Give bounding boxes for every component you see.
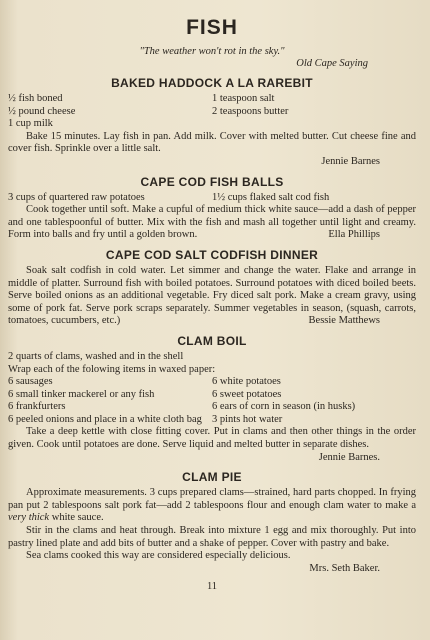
recipe-author: Jennie Barnes. — [318, 451, 380, 463]
recipe-directions: Approximate measurements. 3 cups prepared clams—strained, hard parts chopped. In frying pan put 2 tablespoons salt pork fat—add 2 tablespoons flour and enough clam water to make a very thick white sauce. — [8, 487, 416, 524]
recipe-note: Sea clams cooked this way are considered especially delicious. — [26, 550, 291, 562]
ingredient: 1 teaspoon salt — [212, 93, 275, 104]
recipe-clam-boil — [8, 334, 416, 464]
page-title: FISH — [186, 16, 238, 39]
ingredient: 6 frankfurters — [8, 401, 66, 413]
ingredient-list — [8, 192, 416, 205]
recipe-directions: Stir in the clams and heat through. Break into mixture 1 egg and mix thoroughly. Put into pastry lined plate and add bits of butter and a shake of pepper. Cover with pastry and bake. — [8, 525, 416, 549]
recipe-directions: Bake 15 minutes. Lay fish in pan. Add milk. Cover with melted butter. Cut cheese fine and cover fish. Sprinkle over a little salt. — [8, 130, 416, 155]
ingredient: 1 cup milk — [8, 118, 53, 130]
epigraph — [8, 46, 416, 70]
recipe-baked-haddock — [8, 76, 416, 169]
recipe-author: Ella Phillips — [328, 229, 380, 241]
ingredient: 6 small tinker mackerel or any fish — [8, 388, 155, 400]
ingredient-column-right — [212, 93, 416, 131]
ingredient: 6 ears of corn in season (in husks) — [212, 401, 356, 413]
wrap-instruction: Wrap each of the folowing items in waxed paper: — [8, 363, 216, 375]
ingredient: ½ pound cheese — [8, 105, 76, 117]
recipe-author: Bessie Matthews — [308, 315, 380, 327]
ingredient-list — [8, 376, 416, 426]
ingredient: 6 peeled onions and place in a white cloth bag — [8, 413, 202, 425]
recipe-author: Mrs. Seth Baker. — [309, 562, 380, 574]
ingredient: 6 white potatoes — [212, 376, 281, 388]
recipe-directions: Take a deep kettle with close fitting cover. Put in clams and then other things in the order given. Cook until potatoes are done. Serve liquid and melted butter in separate dishes. — [8, 426, 416, 451]
recipe-fish-balls — [8, 175, 416, 242]
ingredient: 3 pints hot water — [212, 413, 283, 425]
ingredient: 6 sausages — [8, 376, 53, 388]
recipe-author: Jennie Barnes — [321, 155, 380, 167]
ingredient-column-left — [8, 93, 212, 131]
epigraph-quote: "The weather won't rot in the sky." — [139, 46, 285, 57]
ingredient: ½ fish boned — [8, 93, 63, 104]
recipe-directions: Soak salt codfish in cold water. Let simmer and change the water. Flake and arrange in middle of platter. Surround fish with boiled potatoes. Surround potatoes with diced boiled beets. Serve boiled onions as an additional vegetable. Fry diced salt pork. Make a cream gravy, using some of pork fat. Serve pork scraps separately. Summer vegetables in season, (squash, carrots, tomatoes, cucumbers, etc.) Bessie Matthews — [8, 264, 416, 327]
ingredient-list — [8, 93, 416, 131]
recipe-clam-pie — [8, 470, 416, 575]
ingredient: 1½ cups flaked salt cod fish — [212, 191, 330, 203]
ingredient-column-left — [8, 376, 212, 426]
ingredient-column-right — [212, 376, 416, 426]
recipe-title: CLAM BOIL — [177, 333, 247, 348]
recipe-intro: 2 quarts of clams, washed and in the shell — [8, 350, 184, 362]
recipe-title: CAPE COD FISH BALLS — [140, 174, 284, 189]
page-number: 11 — [206, 581, 218, 593]
ingredient: 2 teaspoons butter — [212, 105, 289, 117]
epigraph-source: Old Cape Saying — [296, 58, 368, 69]
recipe-title: CAPE COD SALT CODFISH DINNER — [105, 247, 319, 262]
recipe-title: CLAM PIE — [182, 470, 242, 485]
ingredient: 3 cups of quartered raw potatoes — [8, 191, 145, 203]
recipe-title: BAKED HADDOCK A LA RAREBIT — [111, 76, 313, 90]
ingredient: 6 sweet potatoes — [212, 388, 282, 400]
recipe-directions: Cook together until soft. Make a cupful of medium thick white sauce—add a dash of pepper and one tablespoonful of butter. Mix with the fish and mash all together until light and creamy. Form into balls and fry until a golden brown. Ella Phillips — [8, 204, 416, 241]
emphasis: very thick — [8, 512, 50, 524]
recipe-codfish-dinner — [8, 248, 416, 328]
